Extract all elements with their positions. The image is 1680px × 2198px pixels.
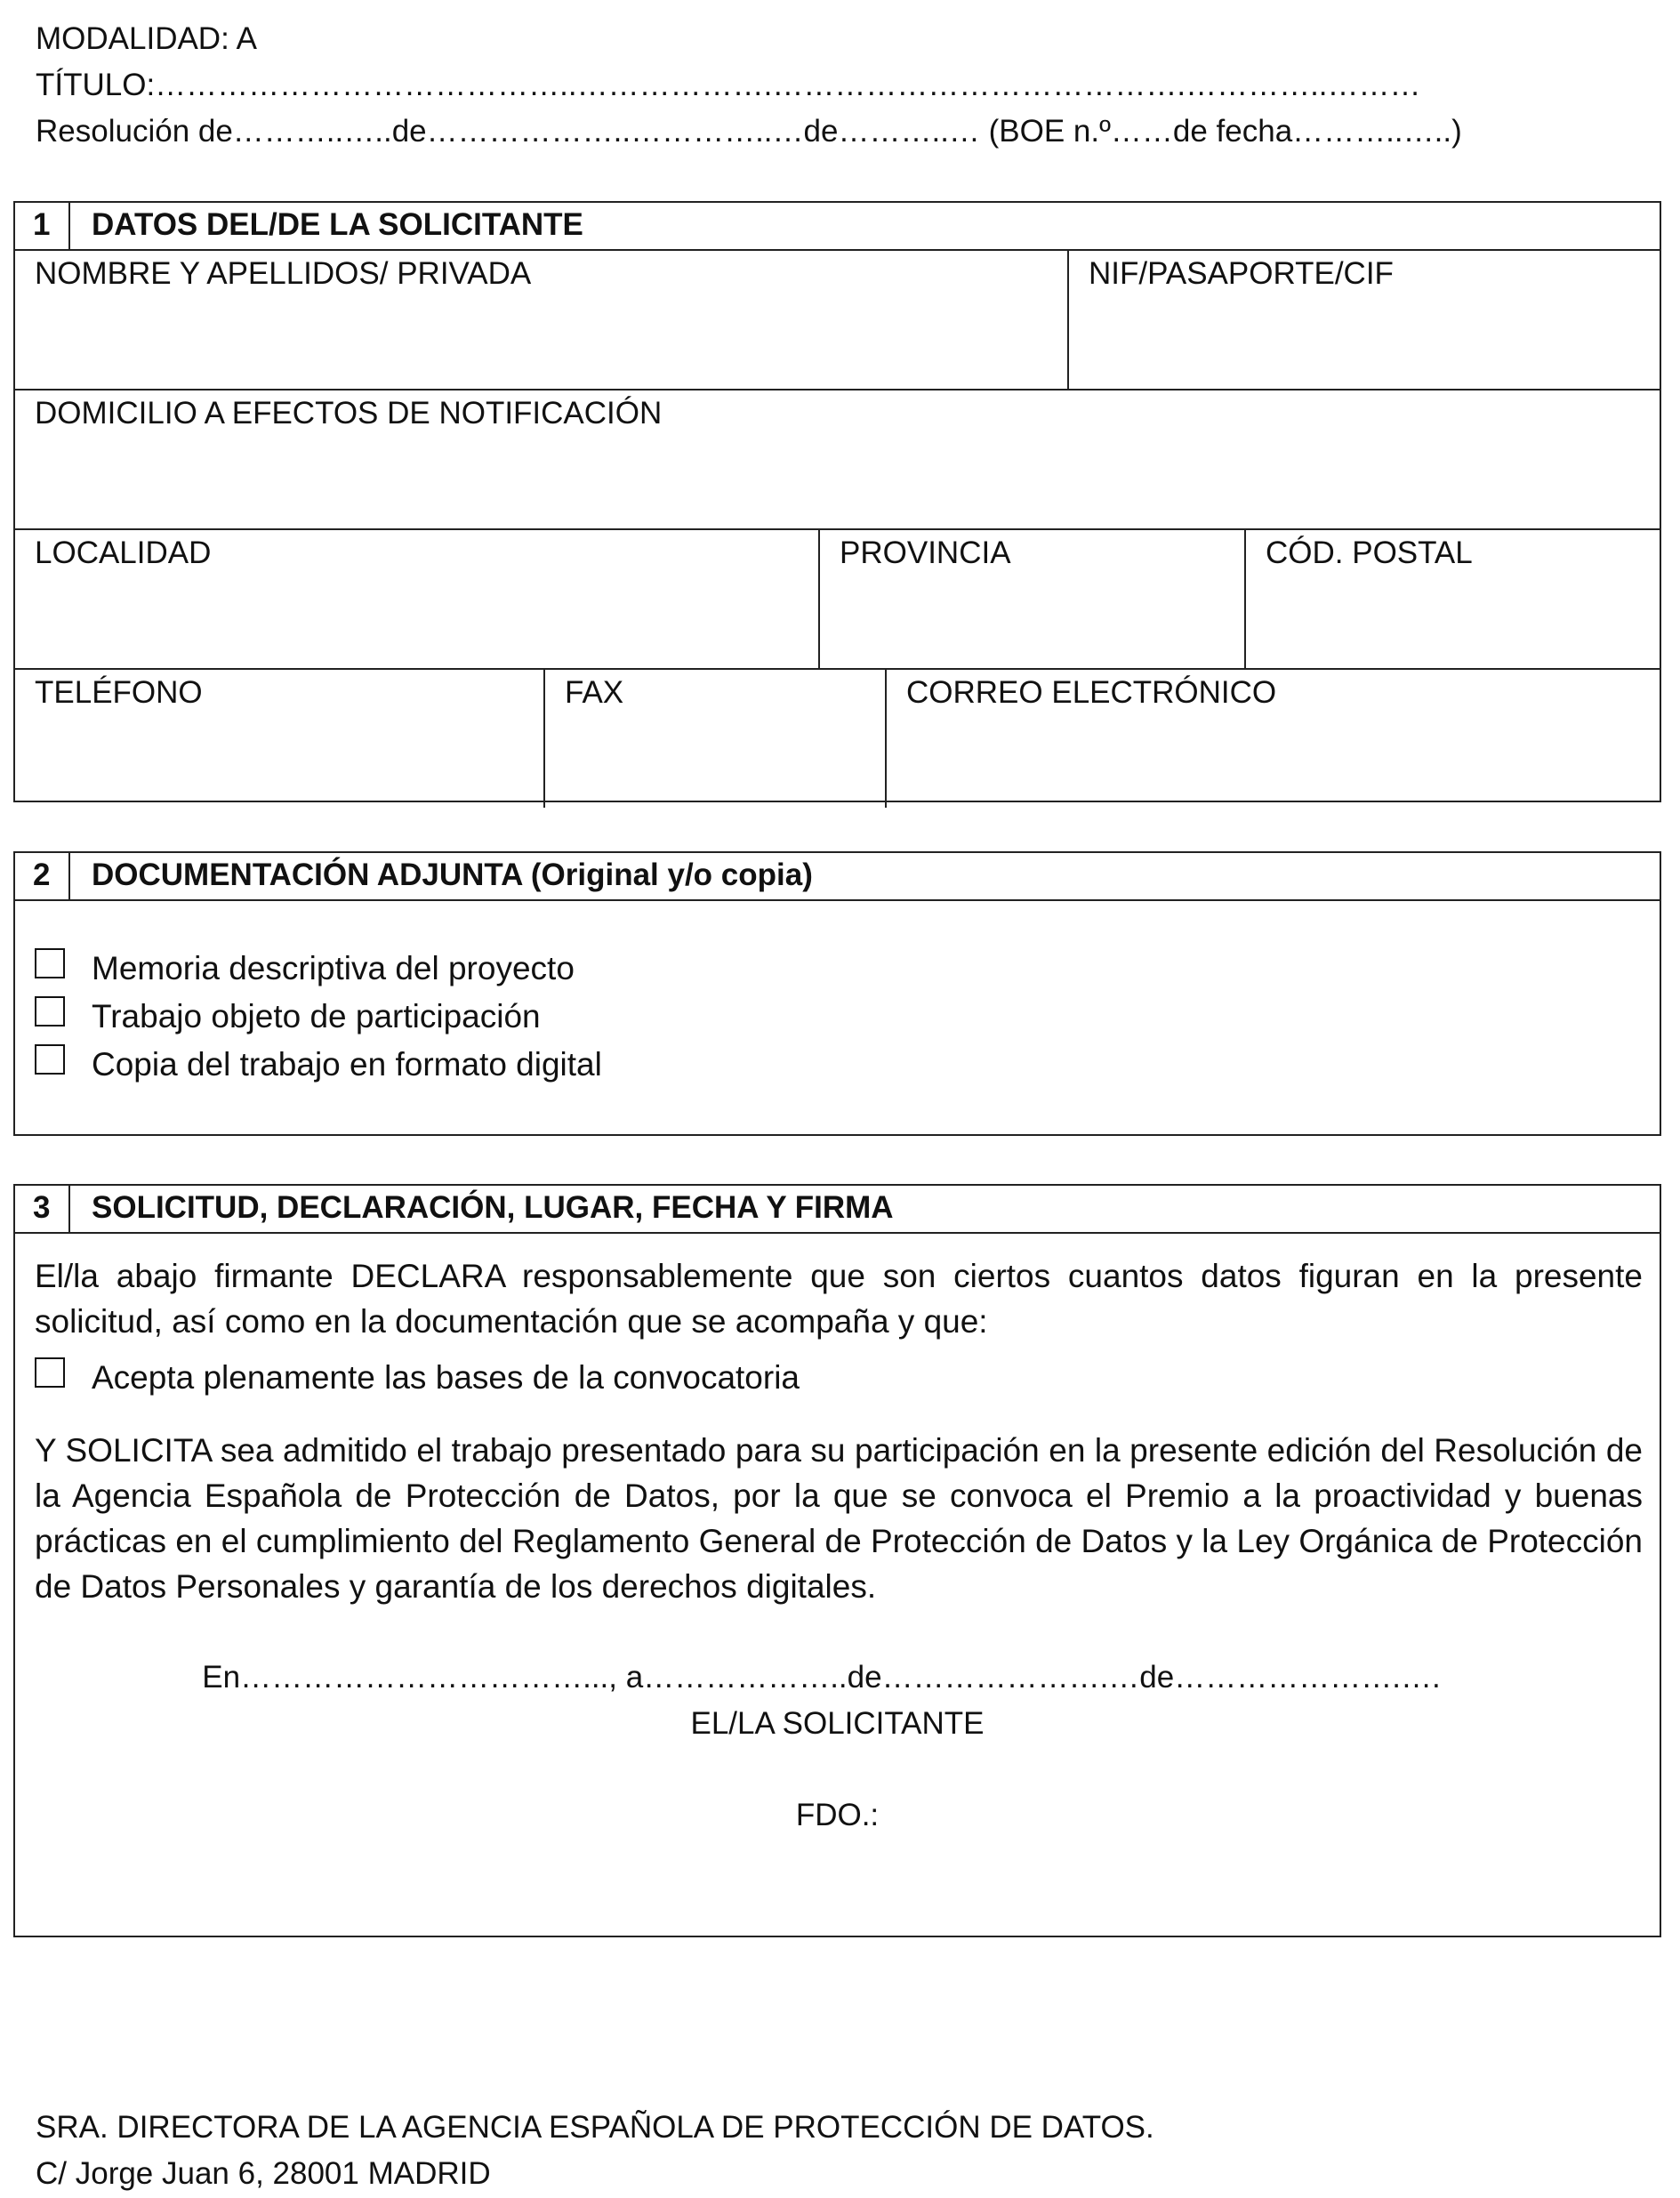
- declaration-text: El/la abajo firmante DECLARA responsablemente que son ciertos cuantos datos figuran en la presente solicitud, así como en la documentación que se acompaña y que:: [35, 1258, 1643, 1340]
- nif-field[interactable]: [1069, 251, 1660, 389]
- checkbox-label: Memoria descriptiva del proyecto: [92, 950, 575, 986]
- section-number: 2: [15, 853, 70, 899]
- form-row: [15, 670, 1660, 808]
- localidad-label: LOCALIDAD: [35, 535, 212, 570]
- signer-label: EL/LA SOLICITANTE: [690, 1706, 985, 1741]
- fax-label: FAX: [565, 675, 624, 710]
- section-number: 1: [15, 203, 70, 249]
- nif-label: NIF/PASAPORTE/CIF: [1089, 256, 1394, 291]
- titulo-line[interactable]: TÍTULO:…………………………………..……………….………………………………….…………..………: [36, 68, 1421, 102]
- cod-postal-label: CÓD. POSTAL: [1266, 535, 1473, 570]
- nombre-field[interactable]: [15, 251, 1069, 389]
- address-line: C/ Jorge Juan 6, 28001 MADRID: [36, 2156, 491, 2191]
- recipient-line: SRA. DIRECTORA DE LA AGENCIA ESPAÑOLA DE PROTECCIÓN DE DATOS.: [36, 2110, 1154, 2145]
- nombre-label: NOMBRE Y APELLIDOS/ PRIVADA: [35, 256, 532, 291]
- checkbox-label: Trabajo objeto de participación: [92, 998, 541, 1035]
- form-row: [15, 530, 1660, 670]
- checkbox-item-memoria[interactable]: [35, 946, 575, 992]
- domicilio-field[interactable]: [15, 390, 1660, 528]
- checkbox[interactable]: [35, 1357, 65, 1388]
- fdo-signature-field[interactable]: FDO.:: [795, 1798, 880, 1832]
- correo-label: CORREO ELECTRÓNICO: [906, 675, 1277, 710]
- cod-postal-field[interactable]: [1246, 530, 1660, 668]
- form-row: [15, 251, 1660, 390]
- section-header: [15, 853, 1660, 901]
- checkbox-item-copia-digital[interactable]: [35, 1042, 602, 1088]
- checkbox-label: Copia del trabajo en formato digital: [92, 1046, 602, 1083]
- checkbox-item-trabajo[interactable]: [35, 994, 541, 1040]
- checkbox[interactable]: [35, 1044, 65, 1075]
- checkbox[interactable]: [35, 948, 65, 978]
- section-documentacion-adjunta: [13, 851, 1661, 1136]
- telefono-field[interactable]: [15, 670, 545, 808]
- domicilio-label: DOMICILIO A EFECTOS DE NOTIFICACIÓN: [35, 396, 663, 431]
- section-title: DOCUMENTACIÓN ADJUNTA (Original y/o copia): [92, 857, 813, 892]
- section-solicitud-declaracion: [13, 1184, 1661, 1937]
- request-text: Y SOLICITA sea admitido el trabajo presentado para su participación en la presente edición del Resolución de la Agencia Española de Protección de Datos, por la que se convoca el Premio a la proactividad y buenas prácticas en el cumplimiento del Reglamento General de Protección de Datos y la Ley Orgánica de Protección de Datos Personales y garantía de los derechos digitales.: [35, 1432, 1643, 1605]
- resolucion-line[interactable]: Resolución de………..…..de………………..…………..…de………..… (BOE n.º……de fecha………..…..): [36, 114, 1462, 149]
- section-number: 3: [15, 1186, 70, 1232]
- section-header: [15, 1186, 1660, 1234]
- provincia-label: PROVINCIA: [840, 535, 1011, 570]
- checkbox[interactable]: [35, 996, 65, 1027]
- provincia-field[interactable]: [820, 530, 1246, 668]
- place-date-line[interactable]: En……………………………..., a………………..de………………….…de………………….….: [202, 1660, 1441, 1695]
- telefono-label: TELÉFONO: [35, 675, 203, 710]
- section-datos-solicitante: [13, 201, 1661, 802]
- form-row: [15, 390, 1660, 530]
- section-title: SOLICITUD, DECLARACIÓN, LUGAR, FECHA Y FIRMA: [92, 1190, 894, 1225]
- section-header: [15, 203, 1660, 251]
- localidad-field[interactable]: [15, 530, 820, 668]
- modalidad-line: MODALIDAD: A: [36, 21, 257, 56]
- correo-field[interactable]: [887, 670, 1660, 808]
- checkbox-label: Acepta plenamente las bases de la convocatoria: [92, 1359, 800, 1396]
- fax-field[interactable]: [545, 670, 887, 808]
- section-title: DATOS DEL/DE LA SOLICITANTE: [92, 207, 583, 242]
- checkbox-item-acepta-bases[interactable]: [35, 1355, 800, 1401]
